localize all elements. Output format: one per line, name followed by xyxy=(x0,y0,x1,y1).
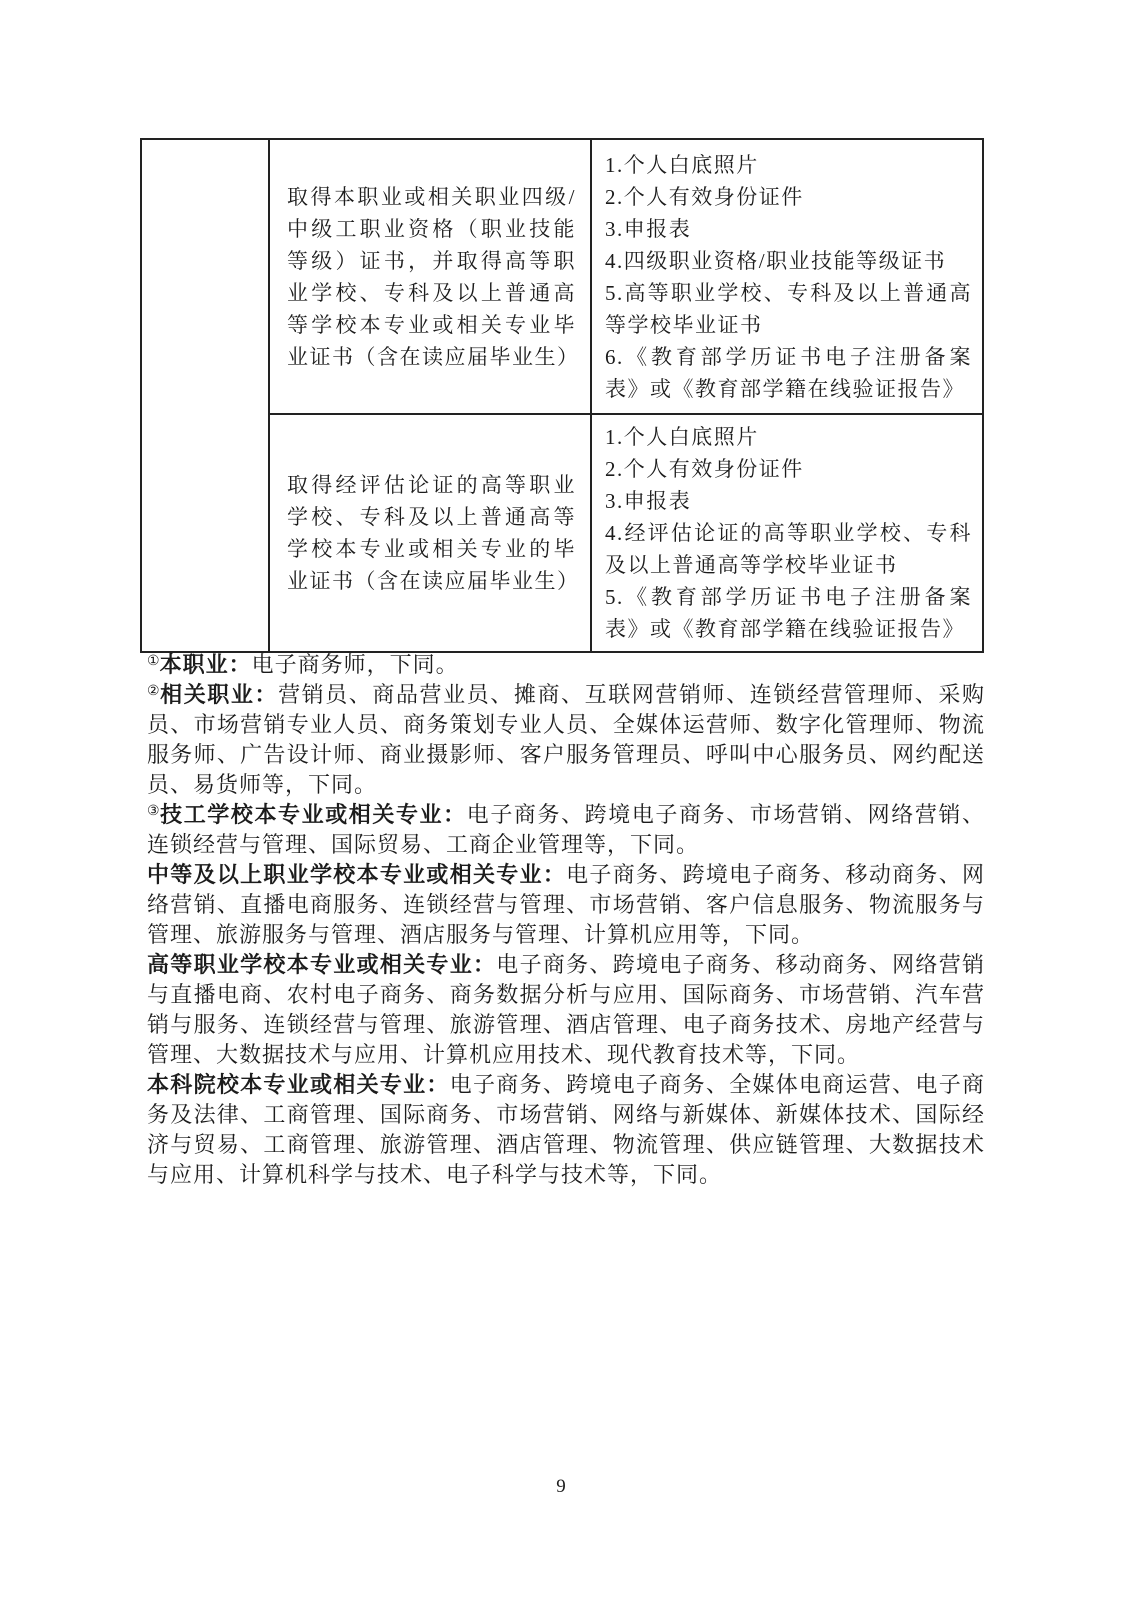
footnote-text: 电子商务、跨境电子商务、市场营销、网络营销、连锁经营与管理、国际贸易、工商企业管理等，下同。 xyxy=(147,802,985,857)
material-item: 2.个人有效身份证件 xyxy=(605,184,804,209)
table-cell-blank xyxy=(141,139,269,652)
footnote-text: 电子商务、跨境电子商务、移动商务、网络营销、直播电商服务、连锁经营与管理、市场营销、客户信息服务、物流服务与管理、旅游服务与管理、酒店服务与管理、计算机应用等，下同。 xyxy=(147,862,985,947)
material-item: 2.个人有效身份证件 xyxy=(605,457,804,481)
footnote-technical-school-majors xyxy=(147,800,985,860)
material-item: 4.四级职业资格/职业技能等级证书 xyxy=(605,248,947,273)
footnote-text: 营销员、商品营业员、摊商、互联网营销师、连锁经营管理师、采购员、市场营销专业人员、商务策划专业人员、全媒体运营师、数字化管理师、物流服务师、广告设计师、商业摄影师、客户服务管理员、呼叫中心服务员、网约配送员、易货师等，下同。 xyxy=(147,682,985,797)
qualification-requirements-table xyxy=(140,138,984,653)
table-cell-condition-1 xyxy=(269,139,591,414)
material-item: 4.经评估论证的高等职业学校、专科及以上普通高等学校毕业证书 xyxy=(605,521,972,577)
footnote-label: 本科院校本专业或相关专业： xyxy=(147,1072,450,1097)
material-item: 3.申报表 xyxy=(605,489,692,513)
material-item: 6.《教育部学历证书电子注册备案表》或《教育部学籍在线验证报告》 xyxy=(605,344,972,401)
footnote-secondary-vocational-majors xyxy=(147,860,985,950)
footnote-marker-2: ② xyxy=(147,684,161,699)
condition-text: 取得本职业或相关职业四级/中级工职业资格（职业技能等级）证书，并取得高等职业学校、专科及以上普通高等学校本专业或相关专业毕业证书（含在读应届毕业生） xyxy=(287,184,580,369)
page-number: 9 xyxy=(556,1476,566,1497)
footnote-this-occupation xyxy=(147,650,985,680)
material-item: 1.个人白底照片 xyxy=(605,425,759,449)
footnotes-section xyxy=(147,650,985,1190)
condition-text: 取得经评估论证的高等职业学校、专科及以上普通高等学校本专业或相关专业的毕业证书（含在读应届毕业生） xyxy=(287,473,580,593)
footnote-undergraduate-majors xyxy=(147,1070,985,1190)
material-item: 5.《教育部学历证书电子注册备案表》或《教育部学籍在线验证报告》 xyxy=(605,585,972,641)
table-cell-condition-2 xyxy=(269,414,591,652)
material-item: 1.个人白底照片 xyxy=(605,152,759,177)
footnote-marker-1: ① xyxy=(147,654,160,669)
footnote-label: 相关职业： xyxy=(160,682,279,707)
table-cell-materials-1 xyxy=(591,139,983,414)
footnote-label: 本职业： xyxy=(159,652,252,677)
footnote-text: 电子商务、跨境电子商务、全媒体电商运营、电子商务及法律、工商管理、国际商务、市场营销、网络与新媒体、新媒体技术、国际经济与贸易、工商管理、旅游管理、酒店管理、物流管理、供应链管理、大数据技术与应用、计算机科学与技术、电子科学与技术等，下同。 xyxy=(147,1072,985,1187)
material-item: 5.高等职业学校、专科及以上普通高等学校毕业证书 xyxy=(605,280,972,337)
footnote-label: 中等及以上职业学校本专业或相关专业： xyxy=(147,862,567,887)
table-cell-materials-2 xyxy=(591,414,983,652)
footnote-label: 高等职业学校本专业或相关专业： xyxy=(147,952,497,977)
footnote-related-occupations xyxy=(147,680,985,800)
table-row xyxy=(141,139,983,414)
footnote-higher-vocational-majors xyxy=(147,950,985,1070)
footnote-label: 技工学校本专业或相关专业： xyxy=(160,802,467,827)
footnote-marker-3: ③ xyxy=(147,804,161,819)
footnote-text: 电子商务师，下同。 xyxy=(251,652,459,677)
material-item: 3.申报表 xyxy=(605,216,692,241)
footnote-text: 电子商务、跨境电子商务、移动商务、网络营销与直播电商、农村电子商务、商务数据分析与应用、国际商务、市场营销、汽车营销与服务、连锁经营与管理、旅游管理、酒店管理、电子商务技术、房地产经营与管理、大数据技术与应用、计算机应用技术、现代教育技术等，下同。 xyxy=(147,952,985,1067)
